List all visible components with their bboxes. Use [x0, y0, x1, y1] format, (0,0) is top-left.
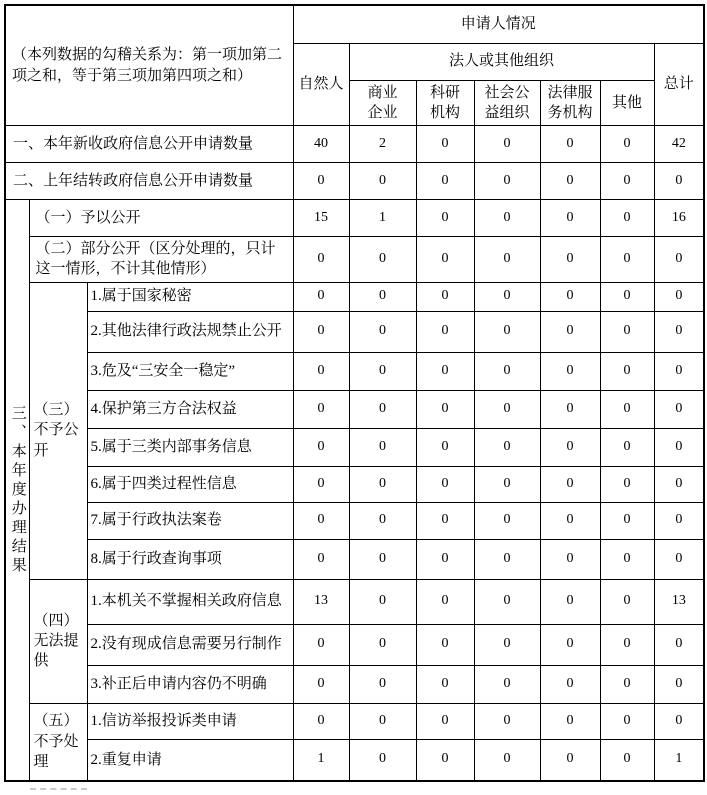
row-unable-to-provide-item-1 [5, 579, 704, 624]
value-cell: 0 [293, 466, 349, 502]
value-cell: 0 [540, 703, 600, 739]
value-cell: 0 [349, 739, 416, 781]
value-cell: 0 [540, 539, 600, 579]
value-cell: 0 [416, 579, 474, 624]
value-cell: 0 [474, 282, 540, 311]
row-nondisclosure-item-7 [5, 502, 704, 539]
header-applicant-situation: 申请人情况 [293, 5, 704, 43]
row-nondisclosure-item-3 [5, 352, 704, 390]
header-natural-person: 自然人 [293, 43, 349, 126]
value-cell: 0 [654, 624, 704, 665]
value-cell: 0 [540, 163, 600, 200]
header-commercial-enterprise-line1: 商业 [367, 84, 398, 101]
header-public-welfare-org-line1: 社会公 [484, 84, 530, 101]
header-legal-service-org [540, 80, 600, 126]
row-nondisclosure-item-1 [5, 282, 704, 311]
value-cell: 0 [600, 739, 654, 781]
row-label: 一、本年新收政府信息公开申请数量 [5, 126, 293, 163]
value-cell: 0 [600, 703, 654, 739]
value-cell: 13 [654, 579, 704, 624]
row-granted-disclosure [5, 200, 704, 237]
value-cell: 0 [654, 539, 704, 579]
value-cell: 0 [474, 390, 540, 428]
value-cell: 0 [349, 579, 416, 624]
value-cell: 0 [600, 237, 654, 283]
value-cell: 0 [600, 624, 654, 665]
value-cell: 0 [293, 390, 349, 428]
value-cell: 0 [293, 237, 349, 283]
value-cell: 0 [654, 352, 704, 390]
value-cell: 0 [293, 311, 349, 352]
header-research-institution [416, 80, 474, 126]
value-cell: 0 [600, 311, 654, 352]
header-total: 总计 [654, 43, 704, 126]
item-label: 2.重复申请 [87, 739, 293, 781]
header-commercial-enterprise-line2: 企业 [367, 104, 398, 121]
item-label: 5.属于三类内部事务信息 [87, 428, 293, 466]
table-continuation-dashed-line [30, 788, 87, 790]
value-cell: 0 [416, 703, 474, 739]
value-cell: 0 [416, 390, 474, 428]
header-legal-service-org-line1: 法律服 [547, 84, 593, 101]
item-label: 1.信访举报投诉类申请 [87, 703, 293, 739]
value-cell: 0 [349, 428, 416, 466]
value-cell: 2 [349, 126, 416, 163]
value-cell: 0 [600, 352, 654, 390]
value-cell: 0 [416, 311, 474, 352]
value-cell: 0 [293, 703, 349, 739]
item-label: 8.属于行政查询事项 [87, 539, 293, 579]
value-cell: 0 [349, 703, 416, 739]
value-cell: 0 [349, 311, 416, 352]
value-cell: 0 [540, 428, 600, 466]
value-cell: 0 [416, 428, 474, 466]
value-cell: 0 [654, 163, 704, 200]
row-partial-disclosure [5, 237, 704, 283]
value-cell: 0 [540, 390, 600, 428]
row-new-applications [5, 126, 704, 163]
value-cell: 0 [416, 352, 474, 390]
value-cell: 0 [540, 739, 600, 781]
value-cell: 0 [540, 126, 600, 163]
header-public-welfare-org-line2: 益组织 [484, 104, 530, 121]
value-cell: 0 [540, 466, 600, 502]
value-cell: 0 [654, 502, 704, 539]
value-cell: 0 [293, 502, 349, 539]
value-cell: 0 [293, 352, 349, 390]
value-cell: 0 [474, 200, 540, 237]
value-cell: 0 [474, 703, 540, 739]
value-cell: 0 [293, 428, 349, 466]
item-label: 2.没有现成信息需要另行制作 [87, 624, 293, 665]
value-cell: 1 [349, 200, 416, 237]
value-cell: 0 [654, 237, 704, 283]
value-cell: 42 [654, 126, 704, 163]
value-cell: 0 [600, 579, 654, 624]
value-cell: 0 [293, 624, 349, 665]
value-cell: 0 [540, 200, 600, 237]
value-cell: 1 [654, 739, 704, 781]
value-cell: 13 [293, 579, 349, 624]
item-label: 4.保护第三方合法权益 [87, 390, 293, 428]
value-cell: 0 [416, 665, 474, 703]
value-cell: 0 [349, 237, 416, 283]
item-label: 1.本机关不掌握相关政府信息 [87, 579, 293, 624]
value-cell: 0 [416, 282, 474, 311]
value-cell: 0 [416, 200, 474, 237]
item-label: 3.危及“三安全一稳定” [87, 352, 293, 390]
value-cell: 0 [416, 163, 474, 200]
value-cell: 0 [654, 466, 704, 502]
value-cell: 0 [349, 390, 416, 428]
reconciliation-note-cell: （本列数据的勾稽关系为：第一项加第二项之和，等于第三项加第四项之和） [5, 5, 293, 126]
row-nondisclosure-item-2 [5, 311, 704, 352]
value-cell: 0 [540, 237, 600, 283]
value-cell: 0 [293, 539, 349, 579]
value-cell: 0 [474, 237, 540, 283]
value-cell: 0 [474, 428, 540, 466]
value-cell: 40 [293, 126, 349, 163]
value-cell: 0 [600, 428, 654, 466]
info-disclosure-table [4, 4, 705, 782]
value-cell: 0 [349, 665, 416, 703]
value-cell: 0 [416, 126, 474, 163]
row-nondisclosure-item-4 [5, 390, 704, 428]
value-cell: 0 [600, 126, 654, 163]
row-carried-over-applications [5, 163, 704, 200]
value-cell: 0 [416, 466, 474, 502]
row-no-processing-item-1 [5, 703, 704, 739]
value-cell: 0 [349, 624, 416, 665]
value-cell: 0 [474, 311, 540, 352]
section-annual-results-text: 三、本年度办理结果 [9, 404, 26, 576]
value-cell: 0 [474, 352, 540, 390]
value-cell: 0 [654, 428, 704, 466]
item-label: 2.其他法律行政法规禁止公开 [87, 311, 293, 352]
value-cell: 0 [349, 352, 416, 390]
item-label: 1.属于国家秘密 [87, 282, 293, 311]
header-row-1 [5, 5, 704, 43]
value-cell: 0 [600, 466, 654, 502]
value-cell: 15 [293, 200, 349, 237]
group-label-nondisclosure: （三）不予公开 [29, 282, 87, 579]
value-cell: 0 [474, 624, 540, 665]
header-other-org: 其他 [600, 80, 654, 126]
value-cell: 0 [654, 390, 704, 428]
value-cell: 0 [540, 311, 600, 352]
row-nondisclosure-item-6 [5, 466, 704, 502]
value-cell: 0 [349, 466, 416, 502]
row-nondisclosure-item-5 [5, 428, 704, 466]
row-label: 二、上年结转政府信息公开申请数量 [5, 163, 293, 200]
item-label: 6.属于四类过程性信息 [87, 466, 293, 502]
value-cell: 0 [474, 665, 540, 703]
value-cell: 0 [540, 665, 600, 703]
value-cell: 0 [540, 352, 600, 390]
value-cell: 0 [474, 579, 540, 624]
value-cell: 0 [474, 502, 540, 539]
value-cell: 0 [600, 502, 654, 539]
value-cell: 0 [600, 163, 654, 200]
item-label: 7.属于行政执法案卷 [87, 502, 293, 539]
value-cell: 0 [540, 282, 600, 311]
section-annual-results-vertical-label [5, 200, 29, 782]
header-research-institution-line1: 科研 [430, 84, 461, 101]
value-cell: 0 [540, 624, 600, 665]
value-cell: 0 [293, 163, 349, 200]
value-cell: 0 [600, 539, 654, 579]
value-cell: 16 [654, 200, 704, 237]
group-label-unable-to-provide: （四）无法提供 [29, 579, 87, 703]
value-cell: 0 [474, 466, 540, 502]
value-cell: 0 [416, 624, 474, 665]
value-cell: 0 [416, 539, 474, 579]
value-cell: 0 [416, 237, 474, 283]
group-label-partial: （二）部分公开（区分处理的，只计这一情形，不计其他情形） [29, 237, 293, 283]
header-commercial-enterprise [349, 80, 416, 126]
value-cell: 0 [654, 665, 704, 703]
value-cell: 0 [349, 539, 416, 579]
value-cell: 0 [654, 282, 704, 311]
value-cell: 0 [654, 311, 704, 352]
row-unable-to-provide-item-3 [5, 665, 704, 703]
value-cell: 0 [474, 539, 540, 579]
header-legal-service-org-line2: 务机构 [547, 104, 593, 121]
header-public-welfare-org [474, 80, 540, 126]
value-cell: 0 [293, 282, 349, 311]
value-cell: 0 [293, 665, 349, 703]
value-cell: 0 [349, 502, 416, 539]
value-cell: 0 [474, 126, 540, 163]
value-cell: 0 [600, 390, 654, 428]
value-cell: 0 [600, 665, 654, 703]
value-cell: 0 [349, 163, 416, 200]
value-cell: 0 [600, 282, 654, 311]
value-cell: 0 [654, 703, 704, 739]
value-cell: 0 [416, 739, 474, 781]
value-cell: 0 [540, 579, 600, 624]
header-research-institution-line2: 机构 [430, 104, 461, 121]
group-label-granted: （一）予以公开 [29, 200, 293, 237]
group-label-no-processing: （五）不予处理 [29, 703, 87, 781]
value-cell: 0 [474, 163, 540, 200]
value-cell: 0 [474, 739, 540, 781]
value-cell: 0 [540, 502, 600, 539]
row-no-processing-item-2 [5, 739, 704, 781]
value-cell: 0 [600, 200, 654, 237]
row-unable-to-provide-item-2 [5, 624, 704, 665]
row-nondisclosure-item-8 [5, 539, 704, 579]
value-cell: 0 [349, 282, 416, 311]
header-legal-or-other-org: 法人或其他组织 [349, 43, 654, 80]
value-cell: 1 [293, 739, 349, 781]
value-cell: 0 [416, 502, 474, 539]
item-label: 3.补正后申请内容仍不明确 [87, 665, 293, 703]
